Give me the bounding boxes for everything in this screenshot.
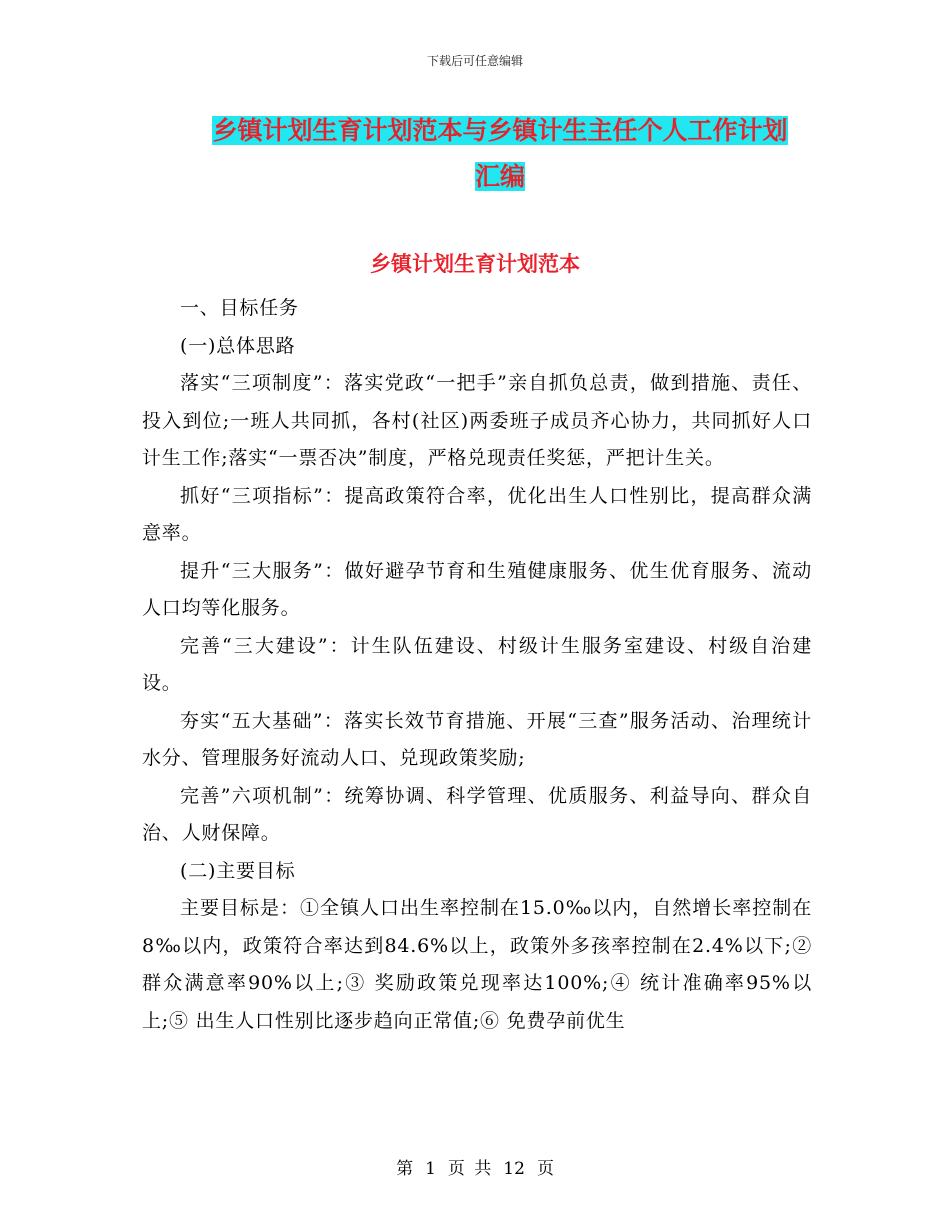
- footer-suffix: 页: [536, 1159, 554, 1179]
- paragraph: 一、目标任务: [180, 297, 299, 319]
- paragraph: 落实“三项制度”：落实党政“一把手”亲自抓负总责，做到措施、责任、投入到位;一班人共同抓，各村(社区)两委班子成员齐心协力，共同抓好人口计生工作;落实“一票否决”制度，严格兑现责任奖惩，严把计生关。: [142, 372, 812, 469]
- current-page-number: 1: [425, 1159, 436, 1179]
- document-title: [150, 108, 850, 200]
- footer-middle: 页 共: [447, 1159, 492, 1179]
- title-line-2: 汇编: [474, 162, 525, 191]
- footer-prefix: 第: [396, 1159, 414, 1179]
- header-note: 下载后可任意编辑: [426, 54, 523, 68]
- paragraph: (二)主要目标: [180, 859, 296, 882]
- paragraph: 完善“三大建设”：计生队伍建设、村级计生服务室建设、村级自治建设。: [142, 634, 812, 694]
- title-line-1: 乡镇计划生育计划范本与乡镇计生主任个人工作计划: [212, 116, 788, 145]
- paragraph: 抓好“三项指标”：提高政策符合率，优化出生人口性别比，提高群众满意率。: [142, 484, 812, 544]
- document-body: [142, 290, 812, 1040]
- paragraph: 夯实“五大基础”：落实长效节育措施、开展“三查”服务活动、治理统计水分、管理服务好流动人口、兑现政策奖励;: [142, 709, 812, 769]
- paragraph: 提升“三大服务”：做好避孕节育和生殖健康服务、优生优育服务、流动人口均等化服务。: [142, 559, 812, 619]
- page-footer: [0, 1154, 950, 1179]
- section-title: 乡镇计划生育计划范本: [370, 252, 580, 276]
- paragraph: (一)总体思路: [180, 334, 296, 357]
- paragraph: 完善”六项机制”：统筹协调、科学管理、优质服务、利益导向、群众自治、人财保障。: [142, 784, 812, 844]
- paragraph: 主要目标是：①全镇人口出生率控制在15.0‰以内，自然增长率控制在8‰以内，政策符合率达到84.6%以上，政策外多孩率控制在2.4%以下;② 群众满意率90%以上;③ 奖励政策兑现率达100%;④ 统计准确率95%以上;⑤ 出生人口性别比逐步趋向正常值;⑥ 免费孕前优生: [142, 897, 812, 1032]
- total-pages: 12: [503, 1159, 525, 1179]
